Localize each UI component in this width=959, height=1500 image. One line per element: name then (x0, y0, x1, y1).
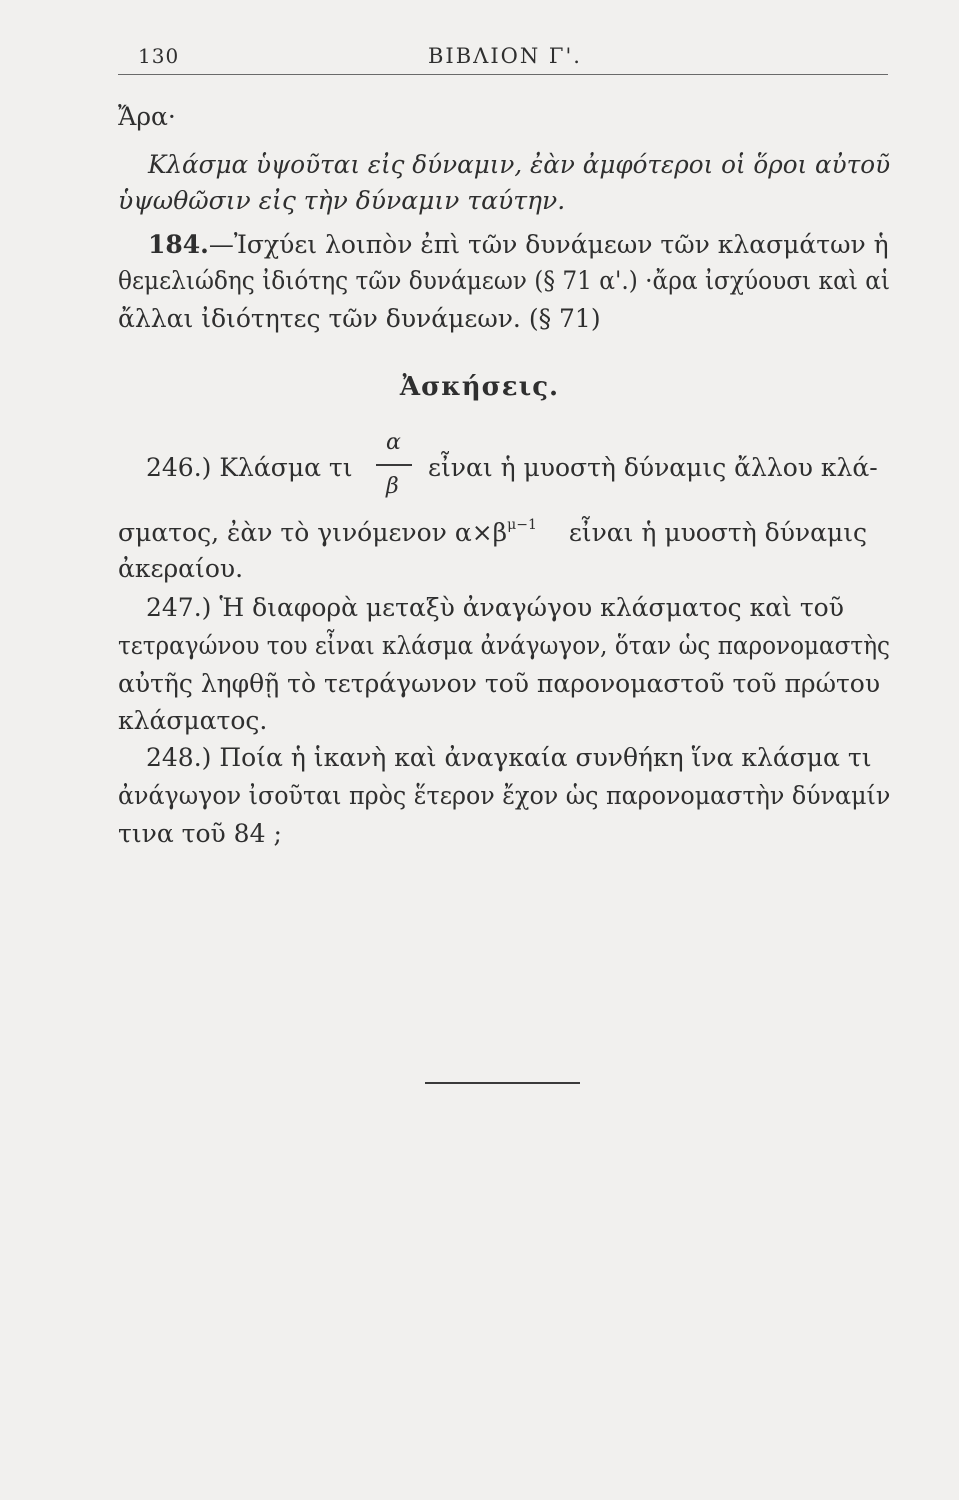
running-head: ΒΙΒΛΙΟΝ Γ'. (428, 44, 582, 68)
exercise-246-prefix: 246.) Κλάσμα τι (146, 453, 353, 482)
paragraph-184-line-3: ἄλλαι ἰδιότητες τῶν δυνάμεων. (§ 71) (118, 304, 601, 333)
paragraph-184-line-2: θεμελιώδης ἰδιότης τῶν δυνάμεων (§ 71 α'.) ·ἄρα ἰσχύουσι καὶ αἱ (118, 266, 891, 295)
rule-line-1: Κλάσμα ὑψοῦται εἰς δύναμιν, ἐὰν ἀμφότεροι οἱ ὅροι αὐτοῦ (148, 150, 891, 179)
exercise-247-line-2: τετραγώνου του εἶναι κλάσμα ἀνάγωγον, ὅταν ὡς παρονομαστὴς (118, 631, 890, 660)
exercises-title: Ἀσκήσεις. (399, 372, 560, 402)
page-header (118, 40, 888, 75)
exercise-248-line-2: ἀνάγωγον ἰσοῦται πρὸς ἕτερον ἔχον ὡς παρονομαστὴν δύναμίν (118, 781, 891, 810)
exercise-247-line-4: κλάσματος. (118, 706, 268, 735)
exponent: μ−1 (507, 517, 537, 533)
page-number: 130 (138, 44, 180, 68)
exercise-246-line-2-b: εἶναι ἡ μυοστὴ δύναμις (568, 518, 868, 547)
ara-label: Ἄρα· (118, 102, 176, 131)
fraction-bar (376, 464, 412, 466)
exercise-248-line-3: τινα τοῦ 84 ; (118, 819, 282, 848)
rule-line-2: ὑψωθῶσιν εἰς τὴν δύναμιν ταύτην. (118, 186, 566, 215)
exercise-247-line-1: 247.) Ἡ διαφορὰ μεταξὺ ἀναγώγου κλάσματος καὶ τοῦ (146, 593, 844, 622)
exercise-247-line-3: αὐτῆς ληφθῇ τὸ τετράγωνον τοῦ παρονομαστοῦ τοῦ πρώτου (118, 669, 881, 698)
paragraph-number: 184. (148, 230, 209, 259)
fraction-denominator: β (386, 474, 399, 499)
exercise-246-suffix: εἶναι ἡ μυοστὴ δύναμις ἄλλου κλά- (428, 453, 878, 482)
end-rule-divider (425, 1082, 580, 1084)
exercise-248-line-1: 248.) Ποία ἡ ἱκανὴ καὶ ἀναγκαία συνθήκη ἵνα κλάσμα τι (146, 743, 872, 772)
exercise-246-line-2-a: σματος, ἐὰν τὸ γινόμενον α×β (118, 518, 508, 547)
exercise-246-line-2 (118, 518, 867, 545)
paragraph-184-text-1: —Ἰσχύει λοιπὸν ἐπὶ τῶν δυνάμεων τῶν κλασμάτων ἡ (208, 230, 889, 259)
fraction-numerator: α (386, 430, 401, 455)
paragraph-184-line-1 (148, 232, 889, 257)
exercise-246-line-3: ἀκεραίου. (118, 554, 244, 583)
